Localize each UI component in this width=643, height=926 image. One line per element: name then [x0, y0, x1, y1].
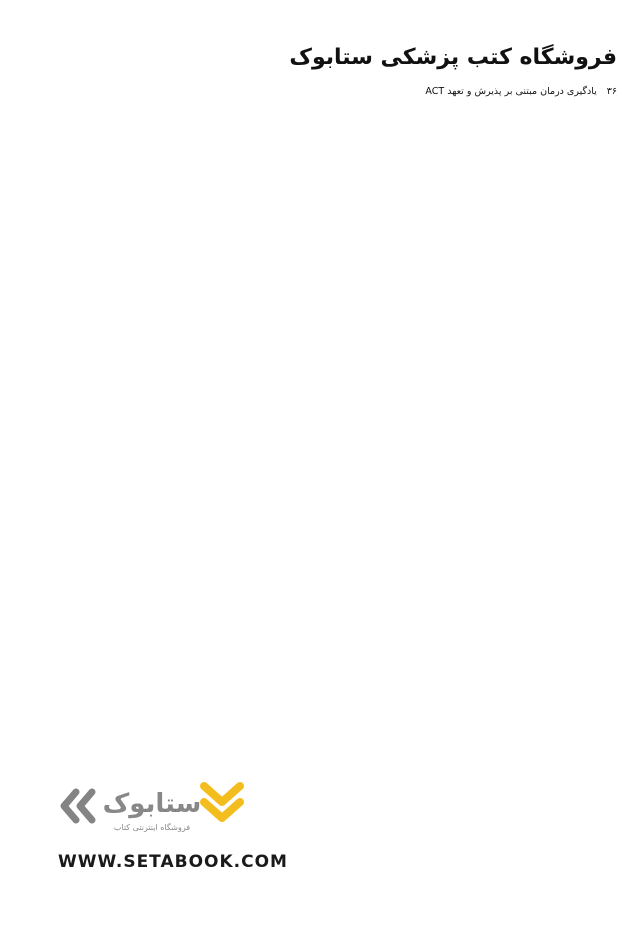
page-number: ۳۶	[606, 86, 617, 97]
watermark-tagline: فروشگاه اینترنتی کتاب	[113, 823, 191, 832]
chevron-down-icon	[204, 786, 240, 802]
site-url: WWW.SETABOOK.COM	[58, 852, 288, 872]
running-header	[26, 84, 617, 100]
setabook-watermark	[54, 778, 269, 838]
running-title: یادگیری درمان مبتنی بر پذیرش و تعهد ACT	[425, 86, 597, 97]
setabook-logo-icon	[54, 778, 269, 838]
watermark-brand-name: ستابوک	[102, 789, 202, 819]
store-title: فروشگاه کتب پزشکی ستابوک	[289, 45, 617, 70]
body-text	[64, 118, 617, 138]
